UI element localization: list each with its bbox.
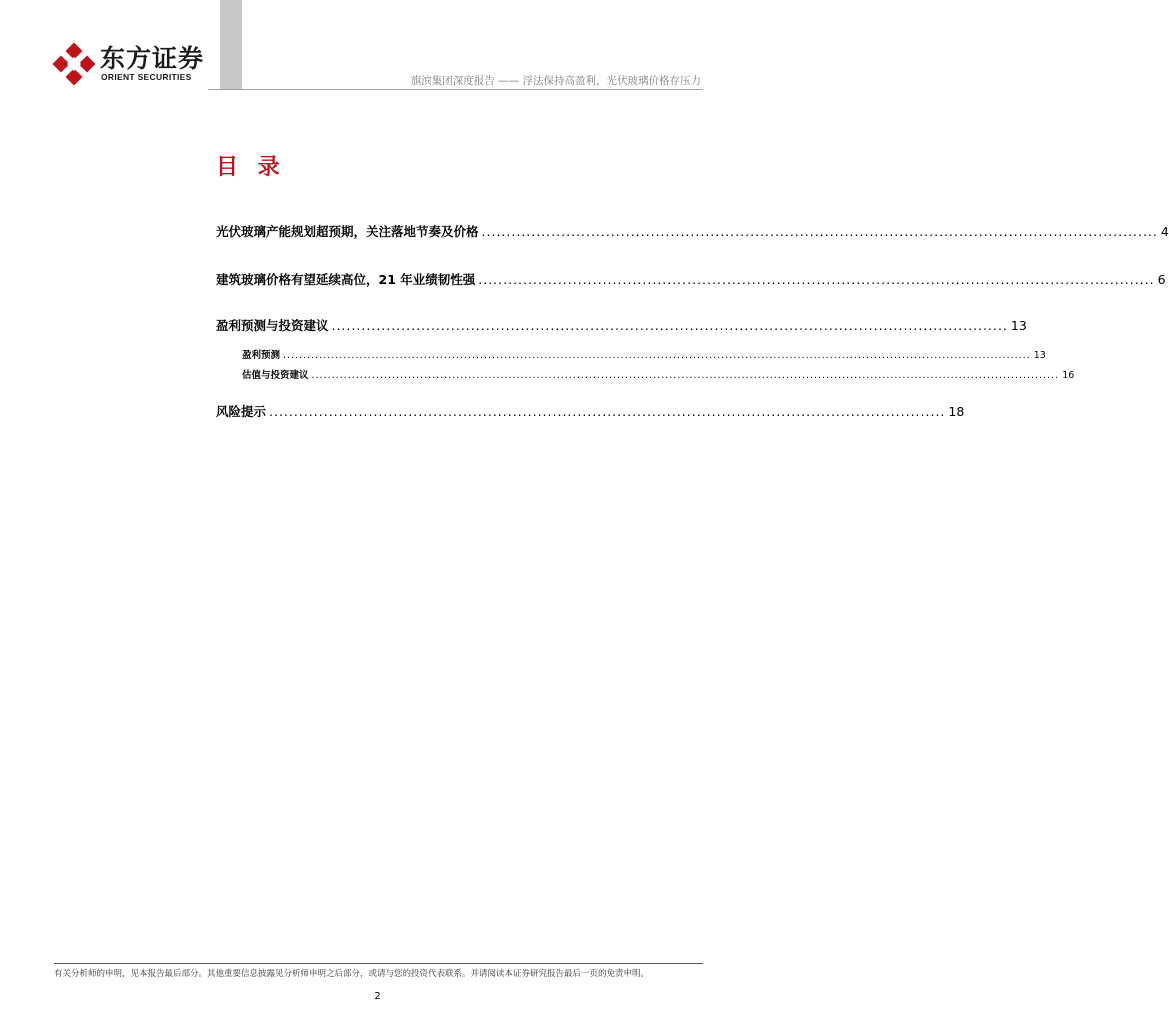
- header-divider: [208, 89, 703, 90]
- footer-divider: [54, 963, 703, 964]
- toc-leader-dots: ........................................................................................................................................: [331, 318, 1008, 333]
- company-logo: [54, 44, 204, 84]
- toc-entry-title: 盈利预测与投资建议: [216, 318, 329, 333]
- toc-entry-page: 4: [1160, 224, 1169, 239]
- toc-entry-page: 13: [1033, 350, 1046, 361]
- toc-entry[interactable]: [216, 222, 1169, 240]
- toc-leader-dots: ........................................................................................................................................: [478, 272, 1155, 287]
- footer-disclaimer: 有关分析师的申明，见本报告最后部分。其他重要信息披露见分析师申明之后部分，或请与您的投资代表联系。并请阅读本证券研究报告最后一页的免责申明。: [54, 969, 650, 979]
- toc-leader-dots: ..........................................................................................................................................................................................: [311, 370, 1060, 381]
- toc-heading: 目 录: [216, 155, 286, 180]
- toc-entry-title: 估值与投资建议: [242, 370, 309, 381]
- report-title: 旗滨集团深度报告 —— 浮法保持高盈利，光伏玻璃价格存压力: [410, 75, 701, 87]
- orient-securities-logo-icon: [54, 44, 94, 84]
- toc-entry-page: 16: [1062, 370, 1075, 381]
- toc-entry-title: 建筑玻璃价格有望延续高位，21 年业绩韧性强: [216, 272, 476, 287]
- logo-chinese-name: 东方证券: [100, 44, 205, 73]
- toc-entry[interactable]: [216, 316, 1027, 334]
- toc-entry[interactable]: [216, 270, 1166, 288]
- header-gray-tab: [220, 0, 242, 89]
- toc-entry-title: 盈利预测: [242, 350, 281, 361]
- toc-subentry[interactable]: [242, 347, 1046, 361]
- toc-entry-page: 18: [948, 404, 965, 419]
- toc-entry-title: 光伏玻璃产能规划超预期，关注落地节奏及价格: [216, 224, 479, 239]
- toc-entry[interactable]: [216, 402, 965, 420]
- toc-entry-page: 6: [1157, 272, 1166, 287]
- toc-leader-dots: ........................................................................................................................................: [481, 224, 1158, 239]
- toc-entry-page: 13: [1010, 318, 1027, 333]
- toc-entry-title: 风险提示: [216, 404, 267, 419]
- toc-subentry[interactable]: [242, 367, 1075, 381]
- logo-english-name: ORIENT SECURITIES: [101, 72, 192, 82]
- toc-leader-dots: ........................................................................................................................................: [269, 404, 946, 419]
- page-number: 2: [374, 991, 381, 1002]
- toc-leader-dots: ..........................................................................................................................................................................................: [283, 350, 1031, 361]
